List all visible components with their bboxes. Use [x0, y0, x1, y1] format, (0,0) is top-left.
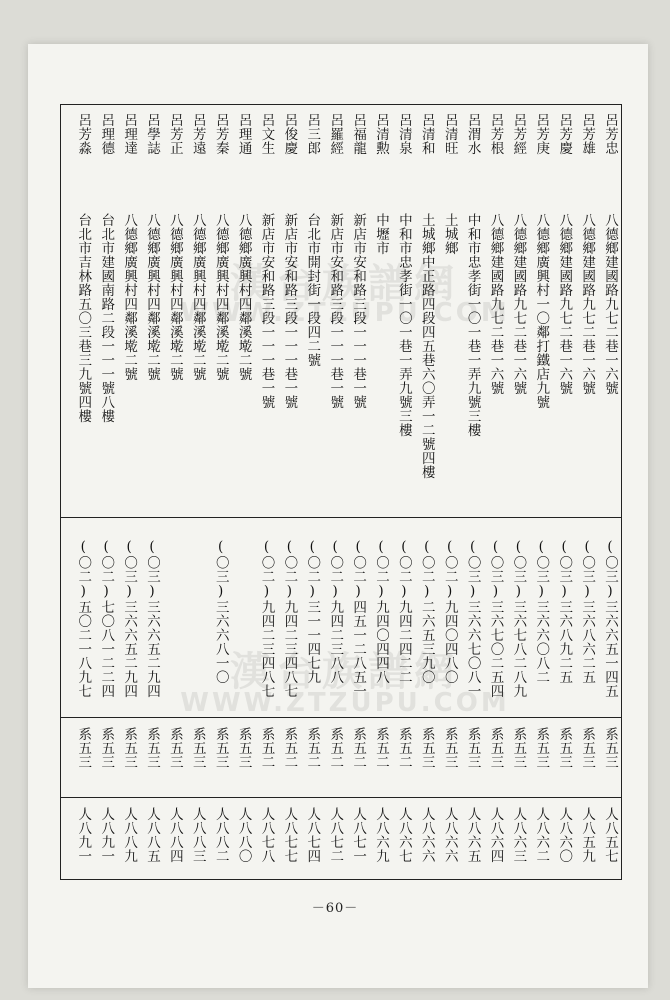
entry-name: 呂福龍 — [350, 113, 367, 155]
entry-address: 台北市建國南路二段一一一號八樓 — [98, 213, 115, 423]
entry-dept: 系五二 — [395, 727, 412, 769]
entry-code: 人八七七 — [281, 807, 298, 863]
entry-address: 台北市吉林路五〇三巷三九號四樓 — [75, 213, 92, 423]
entry-address: 八德鄉建國路九七二巷一六號 — [510, 213, 527, 395]
entry-phone: (〇二)九四二三四八七 — [281, 539, 298, 698]
entry-phone: (〇二)四五一二八五一 — [350, 539, 367, 698]
entry-address: 中和市忠孝街一〇一巷一弄九號三樓 — [464, 213, 481, 437]
entry-column — [529, 105, 552, 879]
entry-column — [94, 105, 117, 879]
entry-name: 呂文生 — [258, 113, 275, 155]
entry-dept: 系五三 — [235, 727, 252, 769]
entry-dept: 系五三 — [189, 727, 206, 769]
entry-column — [506, 105, 529, 879]
entry-column — [461, 105, 484, 879]
entry-name: 呂芳淼 — [75, 113, 92, 155]
entry-code: 人八六〇 — [556, 807, 573, 863]
entry-name: 呂三郎 — [304, 113, 321, 155]
entry-code: 人八六九 — [373, 807, 389, 863]
entry-phone: (〇三)三六六五二九四 — [121, 539, 138, 698]
entry-code: 人八五九 — [579, 807, 596, 863]
entry-dept: 系五二 — [327, 727, 344, 769]
entry-phone: (〇三)三六七八二八九 — [510, 539, 527, 698]
entry-code: 人八九一 — [75, 807, 92, 863]
entry-name: 呂清和 — [418, 113, 435, 155]
entry-name: 呂清旺 — [441, 113, 458, 155]
entry-column — [346, 105, 369, 879]
entry-phone: (〇三)三六七〇二五四 — [487, 539, 504, 698]
entry-column — [484, 105, 507, 879]
entry-name: 呂芳正 — [166, 113, 183, 155]
entry-column — [323, 105, 346, 879]
entry-name: 呂學誌 — [144, 113, 160, 155]
entry-phone — [232, 539, 255, 709]
entry-address: 八德鄉建國路九七二巷一六號 — [556, 213, 573, 395]
entry-code: 人八六四 — [487, 807, 504, 863]
entry-address: 八德鄉廣興村四鄰溪墘二號 — [212, 213, 229, 381]
entry-phone: (〇三)三六八六二五 — [579, 539, 596, 684]
entry-column — [140, 105, 163, 879]
entry-column — [232, 105, 255, 879]
entry-dept: 系五三 — [556, 727, 573, 769]
entry-code: 人八六五 — [464, 807, 481, 863]
entry-name: 呂芳秦 — [212, 113, 229, 155]
entry-address: 新店市安和路三段一一一巷一號 — [350, 213, 367, 409]
entry-code: 人八八五 — [144, 807, 160, 863]
entry-dept: 系五三 — [166, 727, 183, 769]
entry-phone: (〇二)九四〇四四八 — [373, 539, 389, 684]
entry-phone: (〇二)九四二三四八七 — [258, 539, 275, 698]
entry-name: 呂渭水 — [464, 113, 481, 155]
entry-code: 人八六六 — [441, 807, 458, 863]
entry-name: 呂芳庚 — [533, 113, 550, 155]
entry-code: 人八八〇 — [235, 807, 252, 863]
entry-phone: (〇二)九四二四二二 — [395, 539, 412, 684]
entry-column — [209, 105, 232, 879]
entry-name: 呂理通 — [235, 113, 252, 155]
entry-address: 土城鄉中正路四段四五巷六〇弄一二號四樓 — [418, 213, 435, 479]
entry-code: 人八七四 — [304, 807, 321, 863]
entry-phone: (〇二)九四二三八八 — [327, 539, 344, 684]
entry-name: 呂清勲 — [373, 113, 389, 155]
entry-code: 人八七一 — [350, 807, 367, 863]
entry-dept: 系五二 — [304, 727, 321, 769]
entry-dept: 系五三 — [212, 727, 229, 769]
entry-address: 新店市安和路三段一一一巷一號 — [327, 213, 344, 409]
entry-column — [415, 105, 438, 879]
entry-address: 八德鄉廣興村四鄰溪墘二號 — [189, 213, 206, 381]
entry-column — [117, 105, 140, 879]
watermark-en-lower: WWW.ZTZUPU.COM — [180, 688, 510, 718]
entry-code: 人八七八 — [258, 807, 275, 863]
entry-name: 呂理德 — [98, 113, 115, 155]
entry-dept: 系五三 — [418, 727, 435, 769]
entry-code: 人八六七 — [395, 807, 412, 863]
entry-dept: 系五三 — [602, 727, 618, 769]
entry-dept: 系五三 — [441, 727, 458, 769]
entry-address: 中壢市 — [373, 213, 389, 255]
page-number: －60－ — [311, 901, 359, 916]
entry-code: 人八七二 — [327, 807, 344, 863]
directory-table — [60, 104, 622, 880]
entry-name: 呂俊慶 — [281, 113, 298, 155]
entry-address: 中和市忠孝街一〇一巷一弄九號三樓 — [395, 213, 412, 437]
entry-dept: 系五三 — [121, 727, 138, 769]
entry-dept: 系五二 — [350, 727, 367, 769]
entry-dept: 系五二 — [373, 727, 389, 769]
entry-column — [392, 105, 415, 879]
entry-code: 人八六二 — [533, 807, 550, 863]
entry-address: 八德鄉建國路九七二巷一六號 — [487, 213, 504, 395]
entry-phone — [163, 539, 186, 709]
entry-phone: (〇二)二六五三九〇 — [418, 539, 435, 684]
entry-dept: 系五三 — [510, 727, 527, 769]
entry-dept: 系五三 — [464, 727, 481, 769]
entry-phone: (〇三)三六六五二九四 — [144, 539, 160, 698]
entry-name: 呂清泉 — [395, 113, 412, 155]
entry-code: 人八八九 — [121, 807, 138, 863]
entry-phone — [186, 539, 209, 709]
entry-name: 呂芳經 — [510, 113, 527, 155]
entry-address: 八德鄉建國路九七二巷一六號 — [579, 213, 596, 395]
entry-address: 八德鄉廣興村四鄰溪墘二號 — [166, 213, 183, 381]
entry-column — [277, 105, 300, 879]
entry-name: 呂芳遠 — [189, 113, 206, 155]
entry-column — [598, 105, 621, 879]
entry-address: 八德鄉廣興村四鄰溪墘二號 — [235, 213, 252, 381]
entry-column — [163, 105, 186, 879]
entry-dept: 系五三 — [533, 727, 550, 769]
entry-dept: 系五二 — [258, 727, 275, 769]
entry-name: 呂羅經 — [327, 113, 344, 155]
entry-address: 新店市安和路三段一一一巷一號 — [258, 213, 275, 409]
entry-name: 呂芳根 — [487, 113, 504, 155]
entry-code: 人八六六 — [418, 807, 435, 863]
entry-phone: (〇二)五〇二一八九七 — [75, 539, 92, 698]
entry-dept: 系五三 — [579, 727, 596, 769]
entry-phone: (〇三)三六六〇八二 — [533, 539, 550, 684]
entry-code: 人八九一 — [98, 807, 115, 863]
entry-code: 人八八四 — [166, 807, 183, 863]
entry-phone: (〇三)三六八九二五 — [556, 539, 573, 684]
entry-phone: (〇三)三六六七〇八一 — [464, 539, 481, 698]
entry-code: 人八五七 — [602, 807, 618, 863]
entry-dept: 系五三 — [75, 727, 92, 769]
entry-phone: (〇三)三六六五一四五 — [602, 539, 618, 698]
entry-name: 呂芳慶 — [556, 113, 573, 155]
watermark-cn: 漢台族譜網 — [230, 261, 460, 307]
entry-code: 人八八三 — [189, 807, 206, 863]
entry-column — [575, 105, 598, 879]
entry-column — [369, 105, 392, 879]
entry-code: 人八六三 — [510, 807, 527, 863]
entry-address: 八德鄉廣興村四鄰溪墘二號 — [121, 213, 138, 381]
entry-name: 呂芳忠 — [602, 113, 618, 155]
entry-column — [552, 105, 575, 879]
entry-name: 呂芳雄 — [579, 113, 596, 155]
entry-name: 呂理達 — [121, 113, 138, 155]
entry-column — [186, 105, 209, 879]
entry-address: 八德鄉廣興村四鄰溪墘二號 — [144, 213, 160, 381]
entry-address: 新店市安和路三段一一一巷一號 — [281, 213, 298, 409]
entry-code: 人八八二 — [212, 807, 229, 863]
entry-phone: (〇二)三一一四七九 — [304, 539, 321, 684]
watermark-cn-lower: 漢台族譜網 — [230, 649, 460, 695]
entry-phone: (〇二)九四〇四八〇 — [441, 539, 458, 684]
entry-address: 八德鄉建國路九七二巷一六號 — [602, 213, 618, 395]
entry-dept: 系五三 — [487, 727, 504, 769]
entry-address: 台北市開封街一段四二號 — [304, 213, 321, 367]
entry-column — [438, 105, 461, 879]
entry-dept: 系五三 — [98, 727, 115, 769]
entry-phone: (〇三)三六六八一〇 — [212, 539, 229, 684]
entry-dept: 系五二 — [281, 727, 298, 769]
entry-address: 八德鄉廣興村一〇鄰打鐵店九號 — [533, 213, 550, 409]
entry-phone: (〇二)七〇八一二二四 — [98, 539, 115, 698]
entry-column — [300, 105, 323, 879]
entry-address: 土城鄉 — [441, 213, 458, 255]
entry-column — [255, 105, 278, 879]
watermark-en: WWW.ZTZUPU.COM — [180, 298, 510, 328]
entry-column — [71, 105, 94, 879]
entry-dept: 系五三 — [144, 727, 160, 769]
